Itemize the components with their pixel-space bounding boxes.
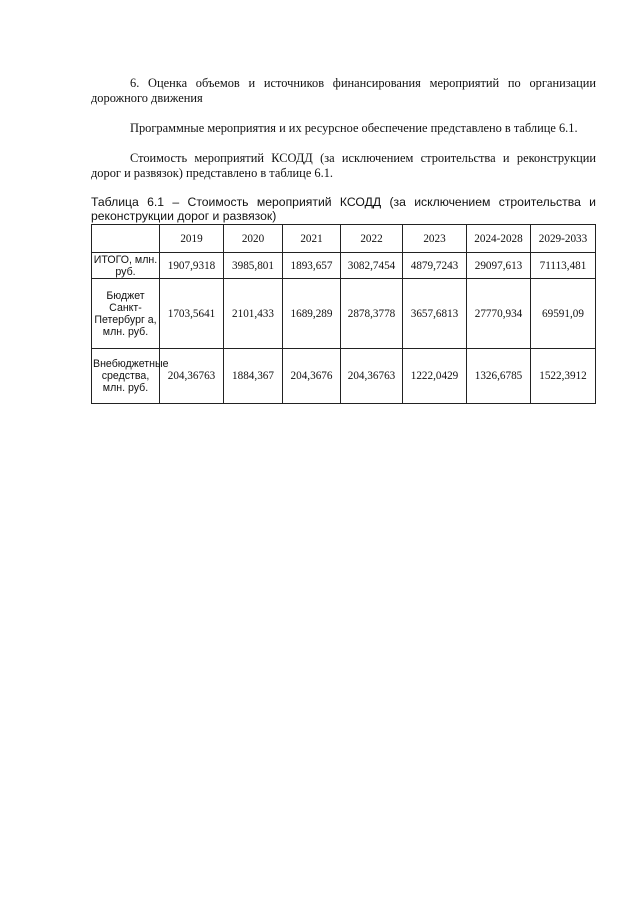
column-header-2019: 2019 bbox=[160, 225, 224, 253]
table-cell: 2878,3778 bbox=[341, 279, 403, 349]
table-cell: 29097,613 bbox=[467, 253, 531, 279]
table-cell: 1522,3912 bbox=[531, 349, 596, 404]
table-cell: 1689,289 bbox=[283, 279, 341, 349]
column-header-2022: 2022 bbox=[341, 225, 403, 253]
table-row bbox=[92, 279, 596, 349]
column-header-empty bbox=[92, 225, 160, 253]
table-cell: 4879,7243 bbox=[403, 253, 467, 279]
table-cell: 3985,801 bbox=[224, 253, 283, 279]
row-label-extrabudgetary: Внебюджетные средства, млн. руб. bbox=[92, 349, 160, 404]
table-caption: Таблица 6.1 – Стоимость мероприятий КСОДД (за исключением строительства и реконструкции дорог и развязок) bbox=[91, 195, 596, 223]
table-cell: 1893,657 bbox=[283, 253, 341, 279]
table-cell: 204,36763 bbox=[160, 349, 224, 404]
table-cell: 1326,6785 bbox=[467, 349, 531, 404]
table-row bbox=[92, 349, 596, 404]
table-row bbox=[92, 253, 596, 279]
programs-paragraph: Программные мероприятия и их ресурсное обеспечение представлено в таблице 6.1. bbox=[130, 121, 578, 135]
table-cell: 1907,9318 bbox=[160, 253, 224, 279]
table-cell: 204,36763 bbox=[341, 349, 403, 404]
column-header-2024-2028: 2024-2028 bbox=[467, 225, 531, 253]
cost-paragraph: Стоимость мероприятий КСОДД (за исключением строительства и реконструкции дорог и развязок) представлено в таблице 6.1. bbox=[91, 151, 596, 180]
column-header-2023: 2023 bbox=[403, 225, 467, 253]
table-cell: 2101,433 bbox=[224, 279, 283, 349]
cost-table bbox=[91, 224, 596, 404]
row-label-total: ИТОГО, млн. руб. bbox=[92, 253, 160, 279]
table-cell: 71113,481 bbox=[531, 253, 596, 279]
column-header-2021: 2021 bbox=[283, 225, 341, 253]
table-cell: 1703,5641 bbox=[160, 279, 224, 349]
table-cell: 204,3676 bbox=[283, 349, 341, 404]
table-cell: 69591,09 bbox=[531, 279, 596, 349]
section-heading-paragraph: 6. Оценка объемов и источников финансирования мероприятий по организации дорожного движения bbox=[91, 76, 596, 105]
column-header-2029-2033: 2029-2033 bbox=[531, 225, 596, 253]
row-label-city-budget: Бюджет Санкт-Петербург а, млн. руб. bbox=[92, 279, 160, 349]
table-cell: 3082,7454 bbox=[341, 253, 403, 279]
table-cell: 1884,367 bbox=[224, 349, 283, 404]
table-cell: 1222,0429 bbox=[403, 349, 467, 404]
column-header-2020: 2020 bbox=[224, 225, 283, 253]
table-header-row bbox=[92, 225, 596, 253]
table-cell: 27770,934 bbox=[467, 279, 531, 349]
table-cell: 3657,6813 bbox=[403, 279, 467, 349]
